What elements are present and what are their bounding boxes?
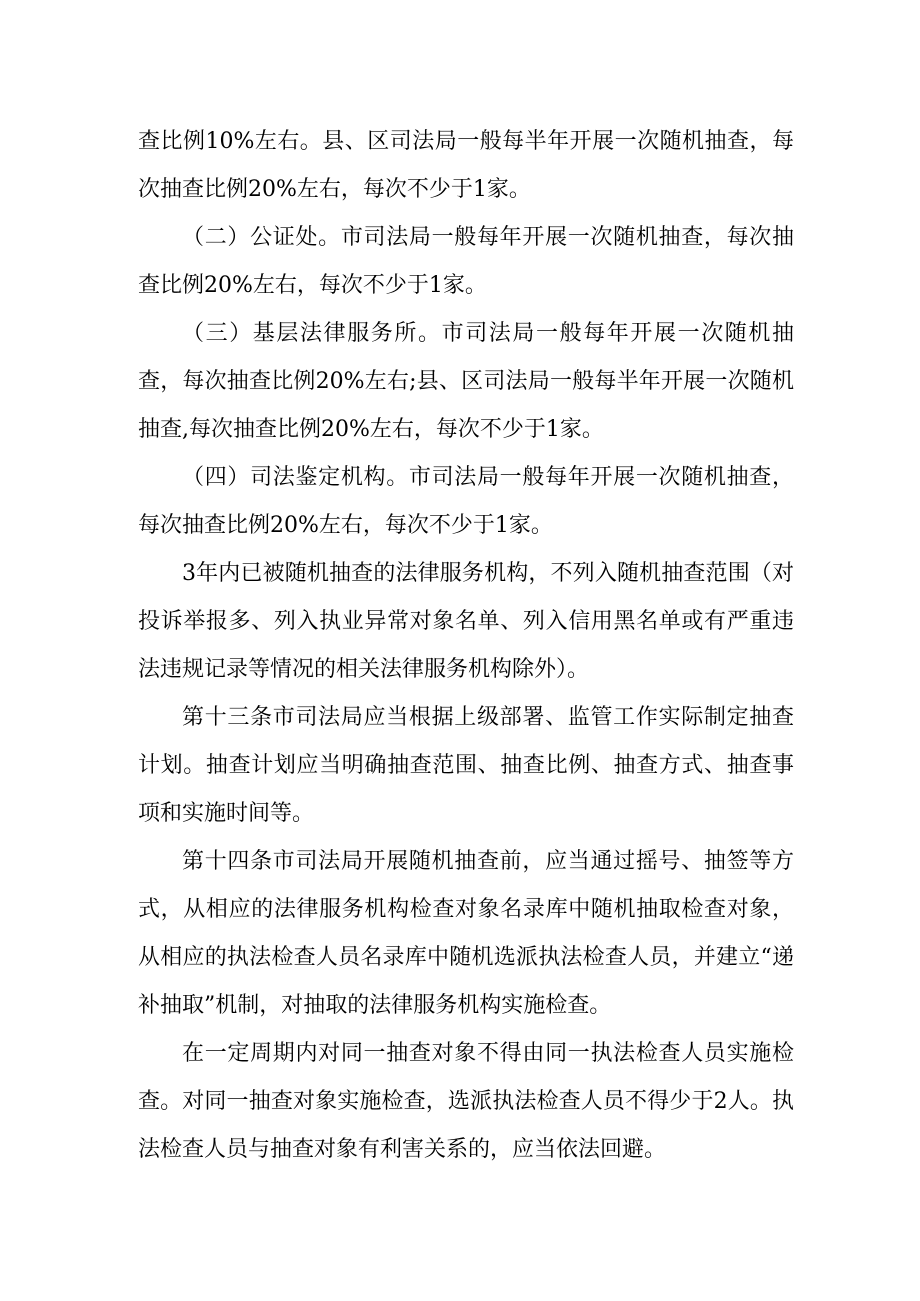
paragraph-6: 第十三条市司法局应当根据上级部署、监管工作实际制定抽查计划。抽查计划应当明确抽查范围、抽查比例、抽查方式、抽查事项和实施时间等。 [138,705,794,826]
paragraph-8: 在一定周期内对同一抽查对象不得由同一执法检查人员实施检查。对同一抽查对象实施检查，选派执法检查人员不得少于2人。执法检查人员与抽查对象有利害关系的，应当依法回避。 [138,1041,794,1162]
paragraph-2: （二）公证处。市司法局一般每年开展一次随机抽查，每次抽查比例20%左右，每次不少于1家。 [138,225,794,298]
document-body [138,118,794,1174]
paragraph-1: 查比例10%左右。县、区司法局一般每半年开展一次随机抽查，每次抽查比例20%左右，每次不少于1家。 [138,129,794,202]
paragraph-7: 第十四条市司法局开展随机抽查前，应当通过摇号、抽签等方式，从相应的法律服务机构检查对象名录库中随机抽取检查对象，从相应的执法检查人员名录库中随机选派执法检查人员，并建立“递补抽取”机制，对抽取的法律服务机构实施检查。 [138,849,794,1018]
paragraph-3: （三）基层法律服务所。市司法局一般每年开展一次随机抽查，每次抽查比例20%左右;县、区司法局一般每半年开展一次随机抽查,每次抽查比例20%左右，每次不少于1家。 [138,321,794,442]
paragraph-4: （四）司法鉴定机构。市司法局一般每年开展一次随机抽查，每次抽查比例20%左右，每次不少于1家。 [138,465,794,538]
paragraph-5: 3年内已被随机抽查的法律服务机构，不列入随机抽查范围（对投诉举报多、列入执业异常对象名单、列入信用黑名单或有严重违法违规记录等情况的相关法律服务机构除外）。 [138,561,794,682]
